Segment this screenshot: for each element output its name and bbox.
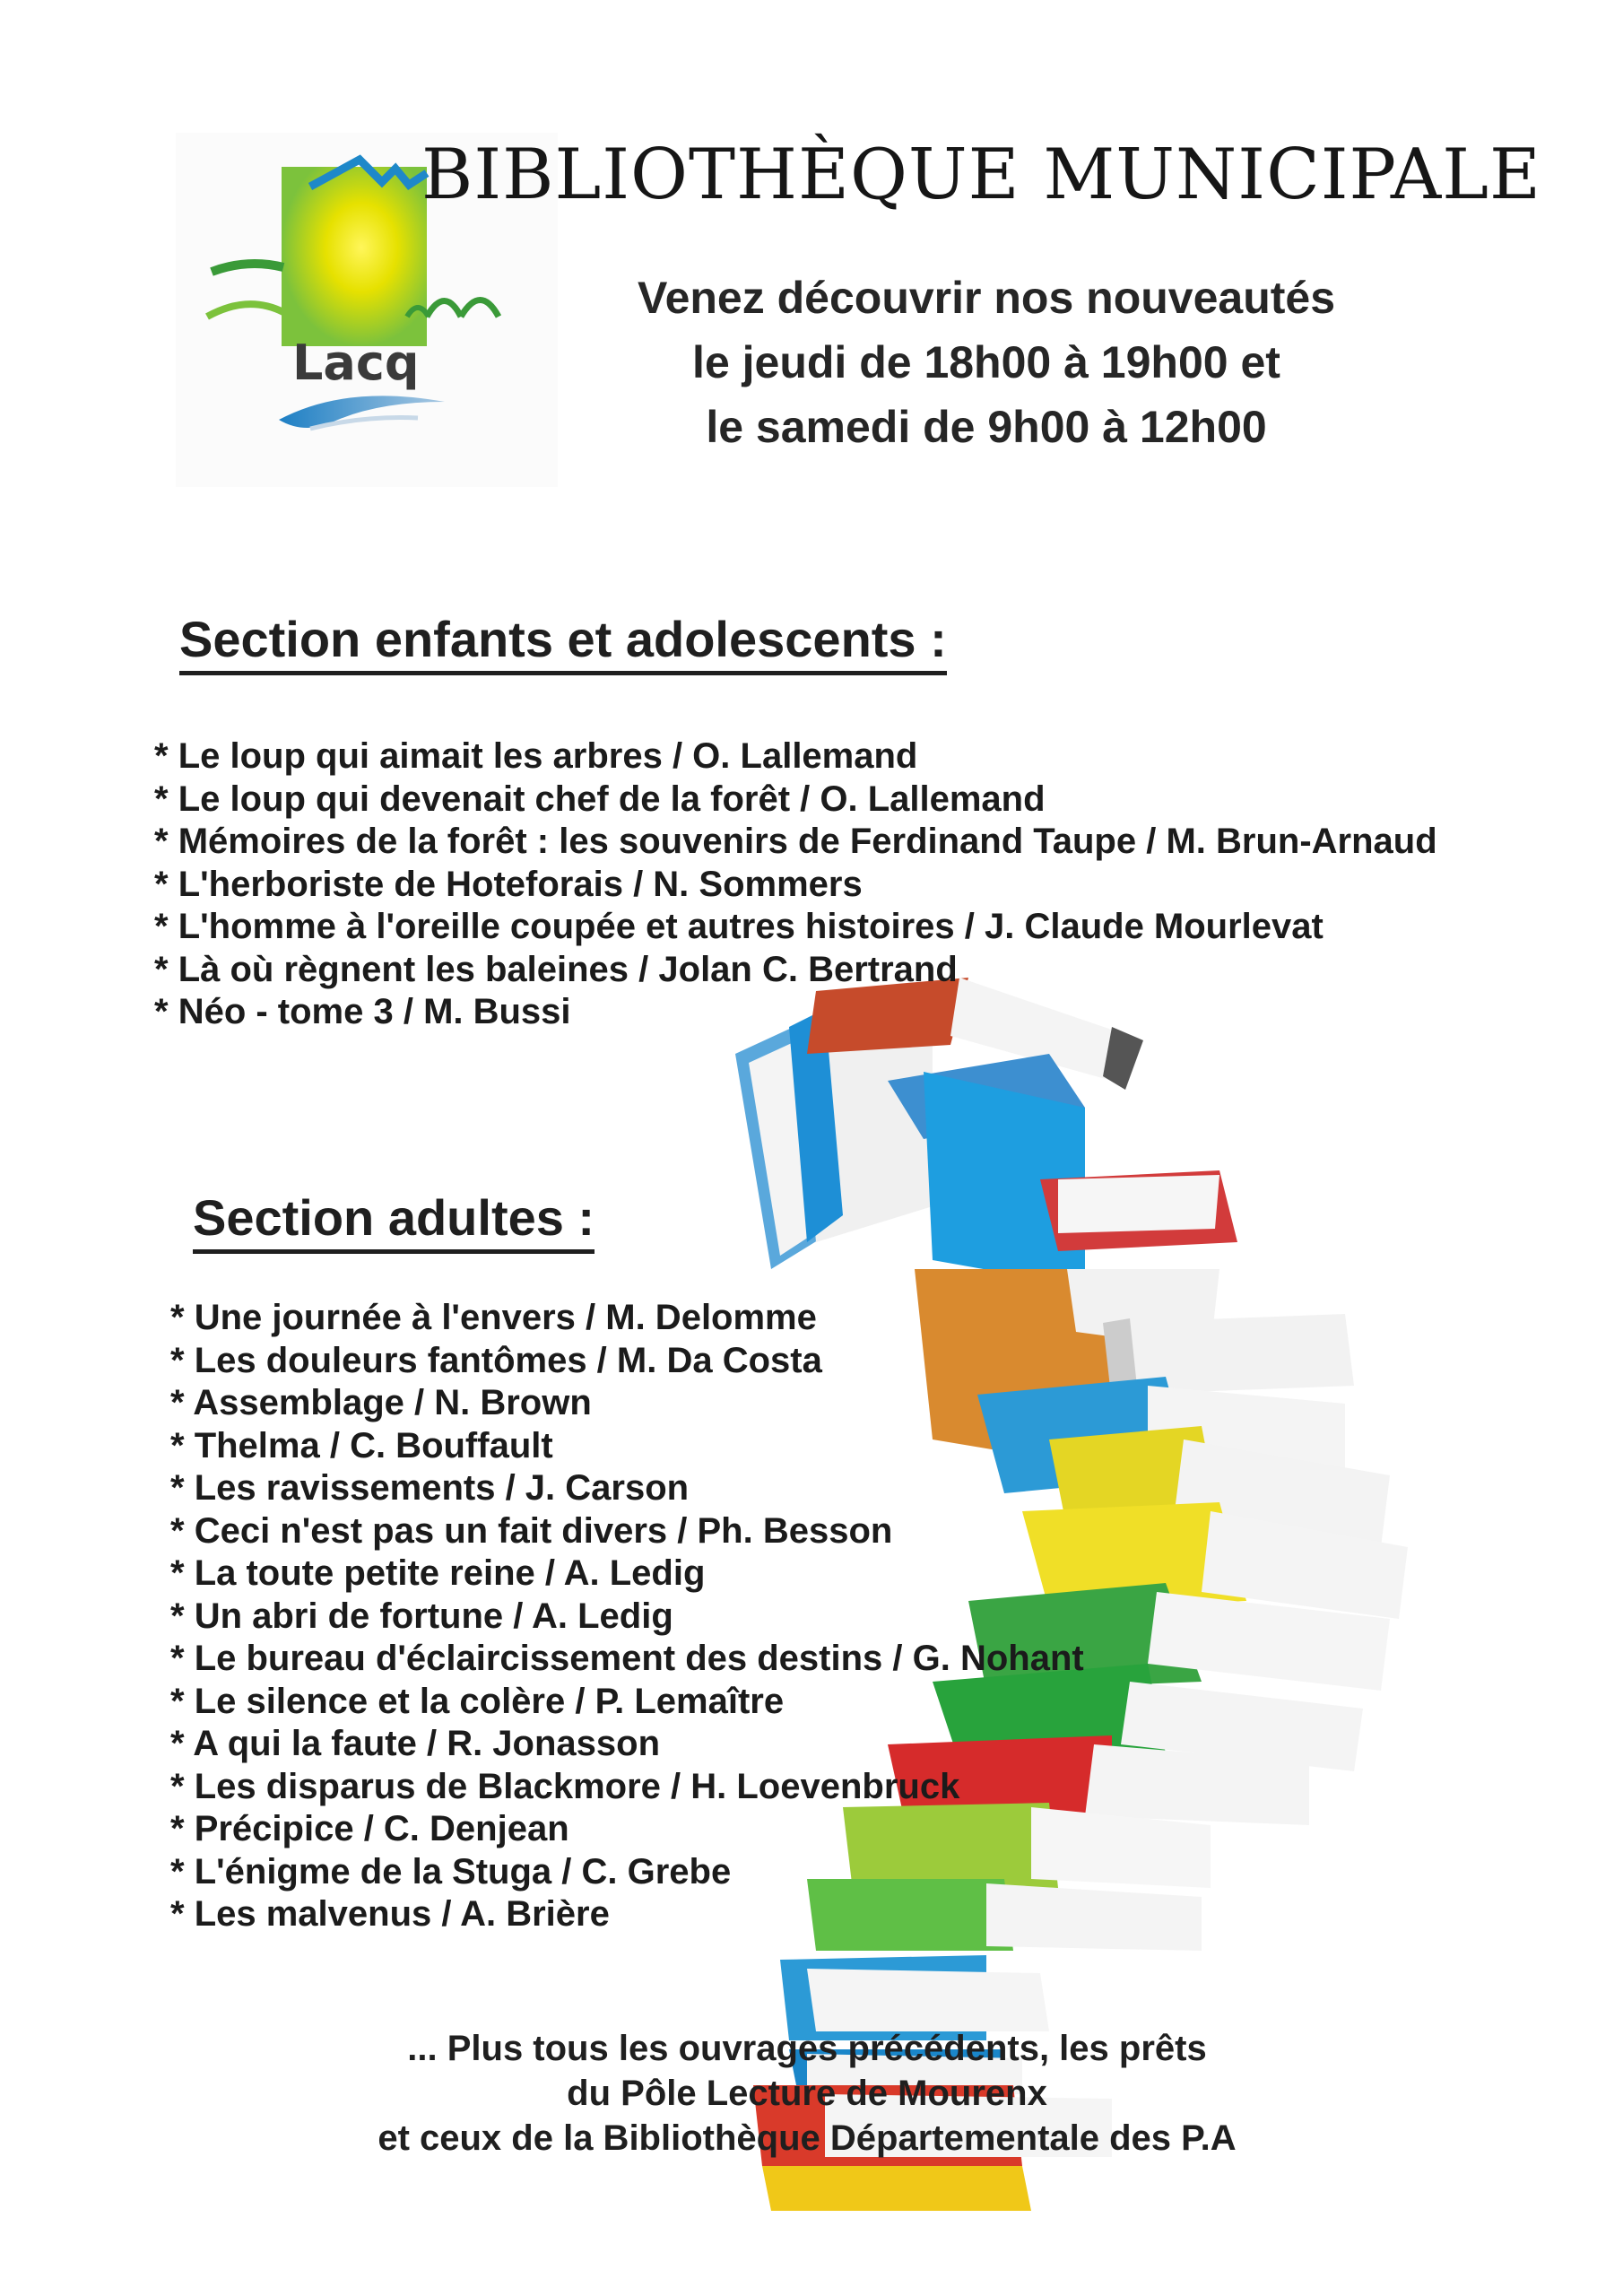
list-item: * Le silence et la colère / P. Lemaître xyxy=(170,1681,785,1721)
list-item: * Les ravissements / J. Carson xyxy=(170,1468,690,1508)
book-entry: Précipice / C. Denjean xyxy=(194,1809,569,1848)
list-item: * L'énigme de la Stuga / C. Grebe xyxy=(170,1851,732,1892)
list-item: * Précipice / C. Denjean xyxy=(170,1809,569,1848)
book-entry: Le loup qui devenait chef de la forêt / O. Lallemand xyxy=(178,778,1046,819)
book-entry: Le bureau d'éclaircissement des destins / G. Nohant xyxy=(194,1639,1084,1678)
book-entry: Le silence et la colère / P. Lemaître xyxy=(194,1681,785,1721)
intro-line: Venez découvrir nos nouveautés xyxy=(637,273,1336,323)
list-item: * Les disparus de Blackmore / H. Loevenbruck xyxy=(170,1766,960,1806)
list-item: * Ceci n'est pas un fait divers / Ph. Besson xyxy=(170,1510,893,1551)
book-entry: L'herboriste de Hoteforais / N. Sommers xyxy=(178,864,863,904)
book-entry: Les ravissements / J. Carson xyxy=(194,1468,690,1508)
list-item: * Les douleurs fantômes / M. Da Costa xyxy=(170,1340,822,1380)
kids-section-title: Section enfants et adolescents : xyxy=(179,610,947,675)
book-entry: L'homme à l'oreille coupée et autres histoires / J. Claude Mourlevat xyxy=(178,907,1324,946)
list-item: * Une journée à l'envers / M. Delomme xyxy=(170,1298,817,1337)
adult-section-title: Section adultes : xyxy=(193,1188,595,1254)
list-item: * Un abri de fortune / A. Ledig xyxy=(170,1596,673,1636)
list-item: * Le loup qui devenait chef de la forêt / O. Lallemand xyxy=(154,778,1046,819)
book-entry: Le loup qui aimait les arbres / O. Lallemand xyxy=(178,736,918,776)
book-entry: Les malvenus / A. Brière xyxy=(194,1894,610,1934)
book-entry: Néo - tome 3 / M. Bussi xyxy=(178,992,571,1031)
logo-text: Lacq xyxy=(292,335,420,391)
book-entry: Les disparus de Blackmore / H. Loevenbruck xyxy=(194,1766,960,1806)
book-entry: Ceci n'est pas un fait divers / Ph. Besson xyxy=(194,1510,893,1551)
book-entry: Une journée à l'envers / M. Delomme xyxy=(194,1298,817,1337)
adult-book-list xyxy=(170,1297,1246,1936)
footer-line: et ceux de la Bibliothèque Départementale des P.A xyxy=(378,2118,1237,2158)
list-item: * Thelma / C. Bouffault xyxy=(170,1425,553,1465)
list-item: * Le bureau d'éclaircissement des destins / G. Nohant xyxy=(170,1639,1084,1678)
list-item: * La toute petite reine / A. Ledig xyxy=(170,1553,706,1593)
list-item: * Le loup qui aimait les arbres / O. Lallemand xyxy=(154,736,918,776)
book-entry: Mémoires de la forêt : les souvenirs de Ferdinand Taupe / M. Brun-Arnaud xyxy=(178,822,1437,861)
list-item: * Assemblage / N. Brown xyxy=(170,1383,592,1422)
book-entry: A qui la faute / R. Jonasson xyxy=(193,1724,661,1763)
book-entry: Assemblage / N. Brown xyxy=(193,1383,592,1422)
page-title: BIBLIOTHÈQUE MUNICIPALE xyxy=(421,135,1541,215)
list-item: * L'herboriste de Hoteforais / N. Sommers xyxy=(154,864,863,904)
saturday-hours: le samedi de 9h00 à 12h00 xyxy=(706,402,1267,452)
list-item: * Là où règnent les baleines / Jolan C. Bertrand xyxy=(154,949,958,989)
footer-line: ... Plus tous les ouvrages précédents, les prêts xyxy=(407,2029,1207,2068)
list-item: * Mémoires de la forêt : les souvenirs de Ferdinand Taupe / M. Brun-Arnaud xyxy=(154,822,1437,861)
footer-line: du Pôle Lecture de Mourenx xyxy=(567,2074,1047,2113)
book-entry: Les douleurs fantômes / M. Da Costa xyxy=(194,1340,822,1380)
book-entry: La toute petite reine / A. Ledig xyxy=(194,1553,706,1593)
list-item: * L'homme à l'oreille coupée et autres histoires / J. Claude Mourlevat xyxy=(154,907,1324,946)
thursday-hours: le jeudi de 18h00 à 19h00 et xyxy=(692,337,1280,387)
kids-book-list xyxy=(154,735,1454,1034)
list-item: * Les malvenus / A. Brière xyxy=(170,1894,610,1934)
book-entry: Un abri de fortune / A. Ledig xyxy=(194,1596,673,1636)
list-item: * Néo - tome 3 / M. Bussi xyxy=(154,992,571,1031)
book-entry: L'énigme de la Stuga / C. Grebe xyxy=(194,1851,732,1892)
book-entry: Thelma / C. Bouffault xyxy=(194,1425,553,1465)
list-item: * A qui la faute / R. Jonasson xyxy=(170,1724,661,1763)
book-entry: Là où règnent les baleines / Jolan C. Bertrand xyxy=(178,949,958,989)
